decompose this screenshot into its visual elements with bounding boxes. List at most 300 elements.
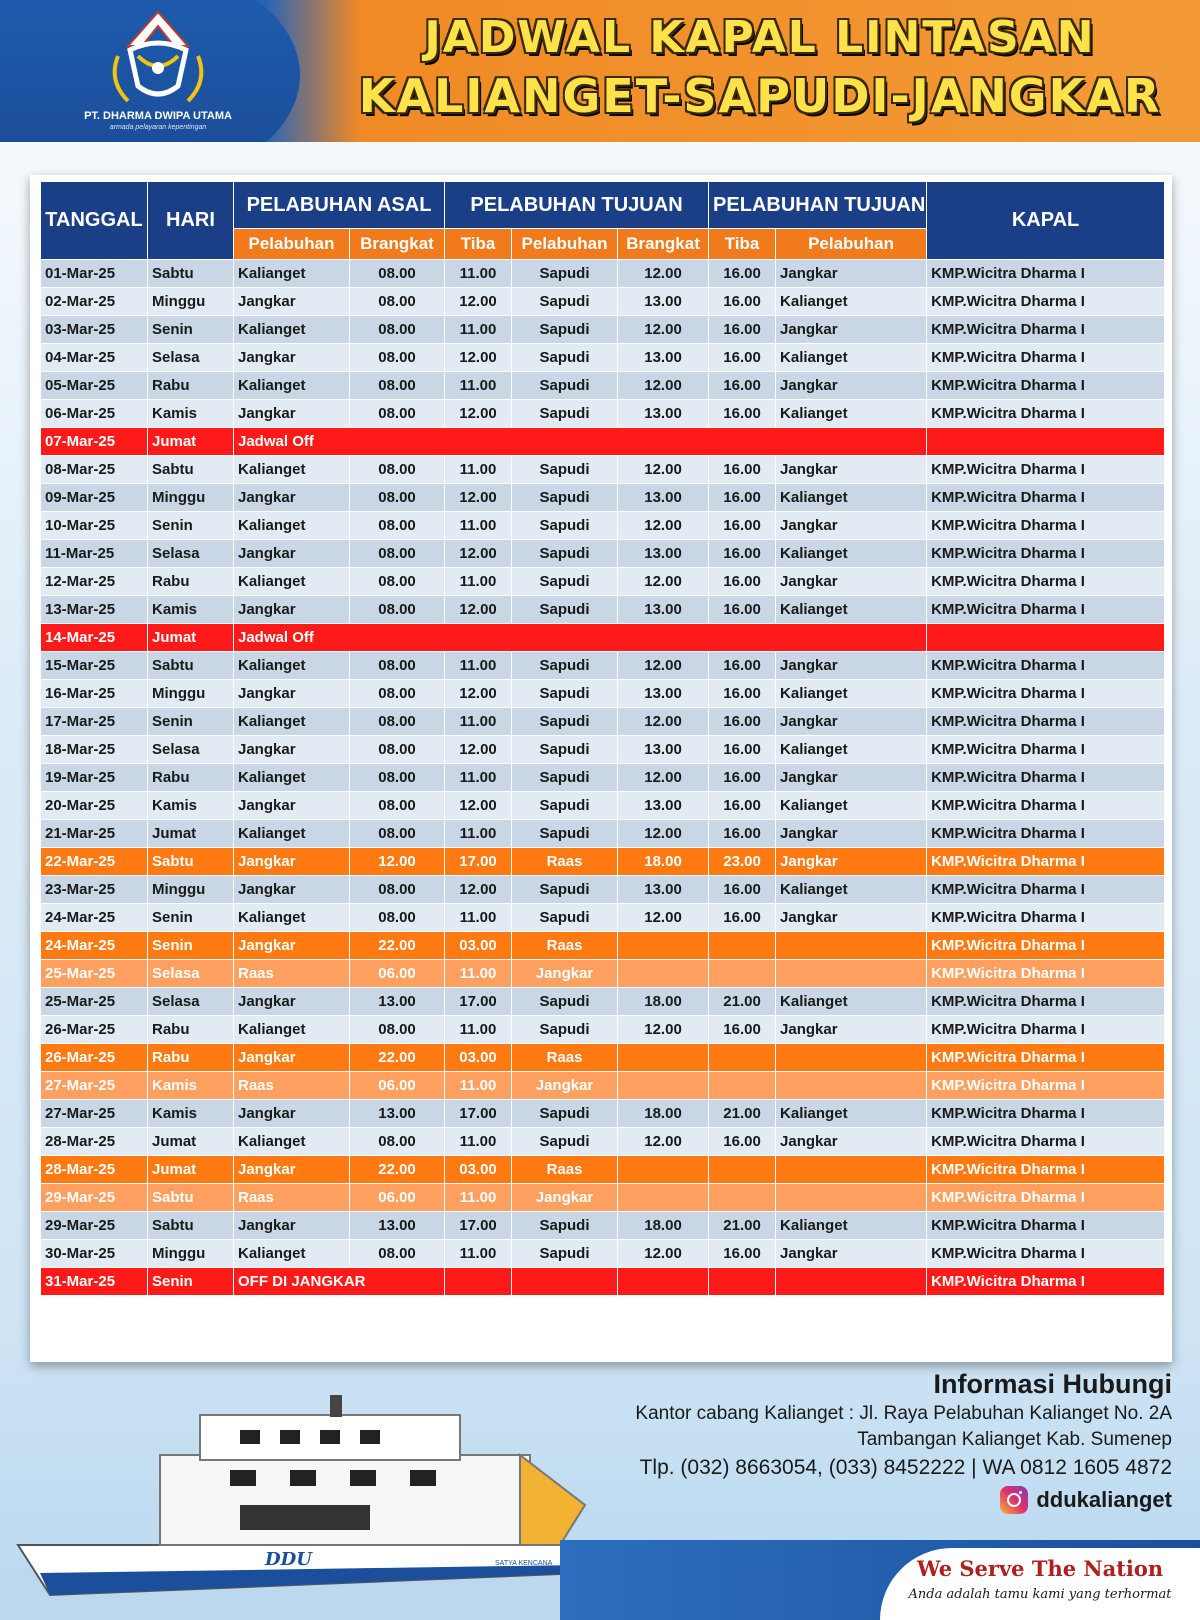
- cell-pelabuhan-asal: Jangkar: [234, 596, 350, 624]
- cell-brangkat-2: 13.00: [618, 288, 709, 316]
- cell-brangkat-2: 13.00: [618, 596, 709, 624]
- cell-pelabuhan-asal: Kalianget: [234, 1016, 350, 1044]
- cell-kapal: KMP.Wicitra Dharma I: [927, 540, 1165, 568]
- cell-pelabuhan-asal: Jangkar: [234, 988, 350, 1016]
- header-pelabuhan-asal: PELABUHAN ASAL: [234, 182, 445, 229]
- cell-brangkat-2: [618, 1156, 709, 1184]
- cell-tiba-2: 16.00: [709, 792, 776, 820]
- cell-pelabuhan-asal: Jangkar: [234, 932, 350, 960]
- cell-pelabuhan-tujuan-1: Sapudi: [512, 876, 618, 904]
- cell-brangkat-2: [618, 1044, 709, 1072]
- cell-hari: Senin: [148, 512, 234, 540]
- cell-brangkat-2: 12.00: [618, 512, 709, 540]
- cell-tiba-2: 21.00: [709, 988, 776, 1016]
- cell-tanggal: 11-Mar-25: [41, 540, 148, 568]
- cell-brangkat-asal: 08.00: [350, 876, 445, 904]
- cell-pelabuhan-tujuan-1: Sapudi: [512, 708, 618, 736]
- cell-kapal: [927, 428, 1165, 456]
- cell-pelabuhan-asal: Kalianget: [234, 512, 350, 540]
- header-banner: [0, 0, 1200, 142]
- cell-hari: Jumat: [148, 428, 234, 456]
- instagram-icon: [1000, 1486, 1028, 1514]
- cell-tiba-1: 12.00: [445, 736, 512, 764]
- cell-pelabuhan-asal: Jangkar: [234, 1044, 350, 1072]
- cell-brangkat-asal: 08.00: [350, 1128, 445, 1156]
- cell-pelabuhan-tujuan-1: Sapudi: [512, 372, 618, 400]
- cell-pelabuhan-asal: Raas: [234, 1184, 350, 1212]
- cell-tiba-2: 16.00: [709, 820, 776, 848]
- cell-tanggal: 31-Mar-25: [41, 1268, 148, 1296]
- slogan: We Serve The Nation: [916, 1556, 1164, 1581]
- cell-brangkat-2: [618, 960, 709, 988]
- cell-pelabuhan-asal: Kalianget: [234, 456, 350, 484]
- cell-tiba-2: 16.00: [709, 288, 776, 316]
- cell-tanggal: 17-Mar-25: [41, 708, 148, 736]
- cell-pelabuhan-tujuan-1: Sapudi: [512, 316, 618, 344]
- contact-info: [635, 1367, 1172, 1517]
- cell-pelabuhan-asal: Jangkar: [234, 344, 350, 372]
- cell-brangkat-asal: 08.00: [350, 680, 445, 708]
- cell-note: Jadwal Off: [234, 428, 927, 456]
- table-row: [41, 400, 1165, 428]
- schedule-rows: [41, 260, 1165, 1296]
- cell-brangkat-asal: 06.00: [350, 1072, 445, 1100]
- table-row: [41, 1268, 1165, 1296]
- cell-tiba-2: 16.00: [709, 1016, 776, 1044]
- cell-tiba-2: 21.00: [709, 1100, 776, 1128]
- cell-hari: Selasa: [148, 736, 234, 764]
- contact-phone: Tlp. (032) 8663054, (033) 8452222 | WA 0812 1605 4872: [639, 1456, 1172, 1479]
- cell-hari: Minggu: [148, 288, 234, 316]
- cell-kapal: KMP.Wicitra Dharma I: [927, 848, 1165, 876]
- cell-tiba-1: 11.00: [445, 568, 512, 596]
- cell-tiba-1: 11.00: [445, 1184, 512, 1212]
- cell-brangkat-2: 12.00: [618, 1240, 709, 1268]
- cell-tanggal: 24-Mar-25: [41, 904, 148, 932]
- cell-kapal: KMP.Wicitra Dharma I: [927, 400, 1165, 428]
- cell-tiba-1: 03.00: [445, 1044, 512, 1072]
- cell-tiba-1: 12.00: [445, 680, 512, 708]
- cell-tanggal: 01-Mar-25: [41, 260, 148, 288]
- subslogan: Anda adalah tamu kami yang terhormat: [908, 1587, 1172, 1602]
- cell-pelabuhan-tujuan-1: Jangkar: [512, 1072, 618, 1100]
- table-row: [41, 848, 1165, 876]
- company-tagline: armada pelayaran kepentingan: [109, 124, 207, 131]
- logo-emblem-icon: [78, 6, 238, 110]
- cell-hari: Sabtu: [148, 652, 234, 680]
- cell-tiba-2: [709, 960, 776, 988]
- cell-brangkat-2: 12.00: [618, 652, 709, 680]
- table-row: [41, 484, 1165, 512]
- cell-kapal: KMP.Wicitra Dharma I: [927, 1100, 1165, 1128]
- cell-tiba-2: 16.00: [709, 1240, 776, 1268]
- cell-tiba-1: 17.00: [445, 1212, 512, 1240]
- cell-tanggal: 24-Mar-25: [41, 932, 148, 960]
- cell-note: Jadwal Off: [234, 624, 927, 652]
- cell-pelabuhan-tujuan-2: Kalianget: [776, 1100, 927, 1128]
- table-row: [41, 932, 1165, 960]
- cell-brangkat-2: 13.00: [618, 736, 709, 764]
- cell-tiba-2: 16.00: [709, 708, 776, 736]
- cell-pelabuhan-tujuan-1: Sapudi: [512, 484, 618, 512]
- ship-name: SATYA KENCANA: [495, 1560, 553, 1567]
- cell-tiba-1: 12.00: [445, 288, 512, 316]
- cell-tiba-2: 16.00: [709, 316, 776, 344]
- cell-tiba-2: [709, 1072, 776, 1100]
- cell-pelabuhan-tujuan-1: Sapudi: [512, 736, 618, 764]
- cell-brangkat-2: 12.00: [618, 372, 709, 400]
- title-line-2: KALIANGET-SAPUDI-JANGKAR: [358, 69, 1162, 123]
- cell-hari: Sabtu: [148, 456, 234, 484]
- cell-tiba-2: 16.00: [709, 596, 776, 624]
- cell-kapal: KMP.Wicitra Dharma I: [927, 680, 1165, 708]
- table-row: [41, 568, 1165, 596]
- cell-pelabuhan-tujuan-2: Kalianget: [776, 736, 927, 764]
- cell-kapal: [927, 624, 1165, 652]
- cell-hari: Rabu: [148, 764, 234, 792]
- table-row: [41, 764, 1165, 792]
- cell-hari: Selasa: [148, 960, 234, 988]
- cell-kapal: KMP.Wicitra Dharma I: [927, 960, 1165, 988]
- cell-tanggal: 22-Mar-25: [41, 848, 148, 876]
- cell-empty: [709, 1268, 776, 1296]
- cell-tiba-1: 11.00: [445, 1128, 512, 1156]
- cell-kapal: KMP.Wicitra Dharma I: [927, 512, 1165, 540]
- cell-kapal: KMP.Wicitra Dharma I: [927, 904, 1165, 932]
- cell-pelabuhan-tujuan-1: Sapudi: [512, 1128, 618, 1156]
- cell-pelabuhan-tujuan-1: Sapudi: [512, 652, 618, 680]
- table-row: [41, 540, 1165, 568]
- cell-tiba-2: 16.00: [709, 876, 776, 904]
- cell-tanggal: 20-Mar-25: [41, 792, 148, 820]
- cell-pelabuhan-tujuan-2: Kalianget: [776, 344, 927, 372]
- cell-pelabuhan-tujuan-2: Jangkar: [776, 764, 927, 792]
- cell-tanggal: 08-Mar-25: [41, 456, 148, 484]
- cell-pelabuhan-tujuan-2: Kalianget: [776, 596, 927, 624]
- cell-tiba-1: 11.00: [445, 456, 512, 484]
- page-title: [340, 10, 1180, 126]
- table-row: [41, 624, 1165, 652]
- cell-pelabuhan-tujuan-1: Sapudi: [512, 764, 618, 792]
- cell-hari: Rabu: [148, 372, 234, 400]
- cell-brangkat-asal: 13.00: [350, 988, 445, 1016]
- cell-hari: Rabu: [148, 1044, 234, 1072]
- cell-pelabuhan-tujuan-2: [776, 960, 927, 988]
- cell-hari: Selasa: [148, 540, 234, 568]
- cell-tanggal: 28-Mar-25: [41, 1128, 148, 1156]
- cell-brangkat-asal: 08.00: [350, 344, 445, 372]
- cell-pelabuhan-asal: Jangkar: [234, 1156, 350, 1184]
- cell-hari: Kamis: [148, 400, 234, 428]
- header-pelabuhan-tujuan-2: PELABUHAN TUJUAN: [709, 182, 927, 229]
- table-row: [41, 708, 1165, 736]
- cell-tiba-1: 11.00: [445, 316, 512, 344]
- cell-hari: Sabtu: [148, 1212, 234, 1240]
- table-row: [41, 1240, 1165, 1268]
- cell-pelabuhan-asal: Kalianget: [234, 764, 350, 792]
- cell-kapal: KMP.Wicitra Dharma I: [927, 484, 1165, 512]
- cell-hari: Rabu: [148, 1016, 234, 1044]
- table-row: [41, 1100, 1165, 1128]
- cell-tiba-2: 16.00: [709, 680, 776, 708]
- cell-pelabuhan-tujuan-2: Jangkar: [776, 848, 927, 876]
- cell-pelabuhan-tujuan-2: Jangkar: [776, 512, 927, 540]
- cell-kapal: KMP.Wicitra Dharma I: [927, 1156, 1165, 1184]
- cell-pelabuhan-asal: Jangkar: [234, 400, 350, 428]
- cell-pelabuhan-tujuan-2: [776, 1156, 927, 1184]
- cell-tiba-1: 17.00: [445, 1100, 512, 1128]
- cell-pelabuhan-tujuan-1: Sapudi: [512, 904, 618, 932]
- cell-pelabuhan-tujuan-1: Sapudi: [512, 988, 618, 1016]
- cell-brangkat-2: 12.00: [618, 456, 709, 484]
- cell-pelabuhan-tujuan-2: [776, 1184, 927, 1212]
- cell-pelabuhan-asal: Kalianget: [234, 904, 350, 932]
- cell-hari: Jumat: [148, 1156, 234, 1184]
- cell-brangkat-asal: 08.00: [350, 792, 445, 820]
- cell-tanggal: 25-Mar-25: [41, 988, 148, 1016]
- cell-empty: [512, 1268, 618, 1296]
- instagram-handle-row: [635, 1483, 1172, 1517]
- cell-kapal: KMP.Wicitra Dharma I: [927, 316, 1165, 344]
- cell-hari: Kamis: [148, 792, 234, 820]
- table-row: [41, 1184, 1165, 1212]
- cell-tiba-1: 12.00: [445, 484, 512, 512]
- cell-pelabuhan-asal: Jangkar: [234, 288, 350, 316]
- cell-tiba-2: 21.00: [709, 1212, 776, 1240]
- cell-pelabuhan-tujuan-1: Sapudi: [512, 1212, 618, 1240]
- cell-brangkat-2: 13.00: [618, 540, 709, 568]
- table-row: [41, 288, 1165, 316]
- cell-tiba-1: 11.00: [445, 1072, 512, 1100]
- cell-pelabuhan-asal: Jangkar: [234, 484, 350, 512]
- cell-hari: Kamis: [148, 1100, 234, 1128]
- cell-tiba-2: 16.00: [709, 1128, 776, 1156]
- cell-brangkat-2: 18.00: [618, 1100, 709, 1128]
- cell-brangkat-asal: 08.00: [350, 904, 445, 932]
- cell-tiba-2: 16.00: [709, 400, 776, 428]
- cell-kapal: KMP.Wicitra Dharma I: [927, 372, 1165, 400]
- cell-tiba-1: 11.00: [445, 904, 512, 932]
- cell-pelabuhan-asal: Kalianget: [234, 1240, 350, 1268]
- cell-hari: Jumat: [148, 624, 234, 652]
- cell-tiba-2: 23.00: [709, 848, 776, 876]
- cell-tanggal: 06-Mar-25: [41, 400, 148, 428]
- cell-tiba-2: 16.00: [709, 344, 776, 372]
- cell-kapal: KMP.Wicitra Dharma I: [927, 1240, 1165, 1268]
- table-row: [41, 1072, 1165, 1100]
- cell-brangkat-2: 13.00: [618, 680, 709, 708]
- slogan-box: [880, 1548, 1200, 1620]
- cell-pelabuhan-tujuan-1: Sapudi: [512, 344, 618, 372]
- cell-brangkat-2: 12.00: [618, 708, 709, 736]
- company-name: PT. DHARMA DWIPA UTAMA: [84, 110, 232, 122]
- header-hari: HARI: [148, 182, 234, 260]
- cell-brangkat-2: [618, 932, 709, 960]
- cell-pelabuhan-tujuan-2: Jangkar: [776, 708, 927, 736]
- cell-pelabuhan-tujuan-2: Jangkar: [776, 568, 927, 596]
- cell-brangkat-2: 12.00: [618, 316, 709, 344]
- cell-brangkat-asal: 08.00: [350, 764, 445, 792]
- cell-kapal: KMP.Wicitra Dharma I: [927, 288, 1165, 316]
- table-row: [41, 652, 1165, 680]
- cell-kapal: KMP.Wicitra Dharma I: [927, 876, 1165, 904]
- cell-brangkat-asal: 08.00: [350, 708, 445, 736]
- cell-tiba-1: 17.00: [445, 988, 512, 1016]
- cell-hari: Selasa: [148, 344, 234, 372]
- cell-pelabuhan-asal: Kalianget: [234, 260, 350, 288]
- subheader-tiba: Tiba: [709, 229, 776, 260]
- cell-pelabuhan-tujuan-2: Jangkar: [776, 904, 927, 932]
- cell-pelabuhan-tujuan-2: Jangkar: [776, 456, 927, 484]
- cell-pelabuhan-tujuan-2: [776, 1072, 927, 1100]
- cell-kapal: KMP.Wicitra Dharma I: [927, 1128, 1165, 1156]
- cell-tiba-1: 12.00: [445, 400, 512, 428]
- cell-brangkat-asal: 22.00: [350, 932, 445, 960]
- header-kapal: KAPAL: [927, 182, 1165, 260]
- cell-tiba-2: 16.00: [709, 652, 776, 680]
- cell-pelabuhan-tujuan-2: Jangkar: [776, 260, 927, 288]
- cell-pelabuhan-tujuan-1: Sapudi: [512, 820, 618, 848]
- schedule-table: [40, 181, 1165, 1296]
- cell-pelabuhan-asal: Jangkar: [234, 736, 350, 764]
- table-row: [41, 1016, 1165, 1044]
- cell-pelabuhan-asal: Jangkar: [234, 792, 350, 820]
- cell-tiba-1: 12.00: [445, 540, 512, 568]
- cell-pelabuhan-asal: Kalianget: [234, 372, 350, 400]
- cell-tiba-2: 16.00: [709, 512, 776, 540]
- cell-pelabuhan-asal: Jangkar: [234, 876, 350, 904]
- cell-tanggal: 19-Mar-25: [41, 764, 148, 792]
- cell-brangkat-2: 12.00: [618, 904, 709, 932]
- cell-tiba-1: 17.00: [445, 848, 512, 876]
- cell-tanggal: 03-Mar-25: [41, 316, 148, 344]
- cell-tiba-2: [709, 1044, 776, 1072]
- cell-tiba-1: 11.00: [445, 708, 512, 736]
- cell-note: OFF DI JANGKAR: [234, 1268, 445, 1296]
- cell-tanggal: 29-Mar-25: [41, 1212, 148, 1240]
- cell-kapal: KMP.Wicitra Dharma I: [927, 764, 1165, 792]
- cell-pelabuhan-tujuan-2: Kalianget: [776, 540, 927, 568]
- cell-tanggal: 30-Mar-25: [41, 1240, 148, 1268]
- cell-hari: Kamis: [148, 1072, 234, 1100]
- cell-tiba-1: 11.00: [445, 960, 512, 988]
- cell-brangkat-asal: 12.00: [350, 848, 445, 876]
- cell-hari: Sabtu: [148, 848, 234, 876]
- cell-pelabuhan-tujuan-1: Raas: [512, 1156, 618, 1184]
- cell-brangkat-asal: 08.00: [350, 260, 445, 288]
- cell-brangkat-asal: 08.00: [350, 736, 445, 764]
- cell-brangkat-asal: 08.00: [350, 1240, 445, 1268]
- ferry-ship-illustration: [0, 1395, 600, 1620]
- table-row: [41, 512, 1165, 540]
- cell-pelabuhan-tujuan-2: Jangkar: [776, 1128, 927, 1156]
- cell-pelabuhan-tujuan-2: Jangkar: [776, 1240, 927, 1268]
- table-row: [41, 960, 1165, 988]
- cell-kapal: KMP.Wicitra Dharma I: [927, 708, 1165, 736]
- cell-tanggal: 26-Mar-25: [41, 1044, 148, 1072]
- cell-kapal: KMP.Wicitra Dharma I: [927, 1212, 1165, 1240]
- cell-tanggal: 21-Mar-25: [41, 820, 148, 848]
- cell-pelabuhan-tujuan-1: Sapudi: [512, 680, 618, 708]
- cell-tiba-1: 11.00: [445, 652, 512, 680]
- table-row: [41, 820, 1165, 848]
- cell-brangkat-2: 13.00: [618, 400, 709, 428]
- cell-pelabuhan-asal: Jangkar: [234, 1212, 350, 1240]
- table-row: [41, 904, 1165, 932]
- cell-hari: Jumat: [148, 1128, 234, 1156]
- cell-brangkat-2: 12.00: [618, 764, 709, 792]
- cell-pelabuhan-tujuan-1: Sapudi: [512, 456, 618, 484]
- cell-brangkat-asal: 22.00: [350, 1044, 445, 1072]
- cell-tanggal: 09-Mar-25: [41, 484, 148, 512]
- cell-tiba-2: 16.00: [709, 904, 776, 932]
- cell-brangkat-asal: 13.00: [350, 1100, 445, 1128]
- cell-tanggal: 07-Mar-25: [41, 428, 148, 456]
- table-row: [41, 316, 1165, 344]
- cell-tiba-1: 12.00: [445, 792, 512, 820]
- cell-brangkat-2: 13.00: [618, 344, 709, 372]
- cell-pelabuhan-asal: Kalianget: [234, 820, 350, 848]
- table-row: [41, 1128, 1165, 1156]
- cell-kapal: KMP.Wicitra Dharma I: [927, 1184, 1165, 1212]
- cell-brangkat-asal: 08.00: [350, 456, 445, 484]
- cell-pelabuhan-tujuan-1: Raas: [512, 1044, 618, 1072]
- cell-kapal: KMP.Wicitra Dharma I: [927, 260, 1165, 288]
- cell-brangkat-asal: 13.00: [350, 1212, 445, 1240]
- cell-pelabuhan-tujuan-2: Kalianget: [776, 288, 927, 316]
- table-row: [41, 680, 1165, 708]
- cell-pelabuhan-tujuan-2: Kalianget: [776, 680, 927, 708]
- cell-tanggal: 18-Mar-25: [41, 736, 148, 764]
- table-row: [41, 1044, 1165, 1072]
- cell-brangkat-2: 12.00: [618, 1016, 709, 1044]
- cell-hari: Sabtu: [148, 1184, 234, 1212]
- cell-tiba-1: 11.00: [445, 512, 512, 540]
- cell-pelabuhan-asal: Kalianget: [234, 316, 350, 344]
- cell-brangkat-2: 18.00: [618, 848, 709, 876]
- cell-brangkat-asal: 08.00: [350, 316, 445, 344]
- cell-hari: Minggu: [148, 876, 234, 904]
- cell-tanggal: 02-Mar-25: [41, 288, 148, 316]
- cell-brangkat-2: 13.00: [618, 484, 709, 512]
- cell-pelabuhan-tujuan-2: Jangkar: [776, 1016, 927, 1044]
- cell-pelabuhan-tujuan-1: Jangkar: [512, 960, 618, 988]
- cell-pelabuhan-asal: Jangkar: [234, 1100, 350, 1128]
- cell-pelabuhan-tujuan-1: Sapudi: [512, 540, 618, 568]
- cell-pelabuhan-tujuan-2: Kalianget: [776, 1212, 927, 1240]
- cell-tanggal: 05-Mar-25: [41, 372, 148, 400]
- cell-pelabuhan-tujuan-1: Sapudi: [512, 1016, 618, 1044]
- cell-kapal: KMP.Wicitra Dharma I: [927, 596, 1165, 624]
- cell-pelabuhan-tujuan-2: Jangkar: [776, 372, 927, 400]
- cell-hari: Rabu: [148, 568, 234, 596]
- table-row: [41, 456, 1165, 484]
- table-row: [41, 876, 1165, 904]
- cell-hari: Senin: [148, 932, 234, 960]
- cell-tiba-2: 16.00: [709, 372, 776, 400]
- cell-brangkat-asal: 08.00: [350, 1016, 445, 1044]
- cell-tanggal: 26-Mar-25: [41, 1016, 148, 1044]
- cell-hari: Jumat: [148, 820, 234, 848]
- cell-brangkat-2: [618, 1184, 709, 1212]
- table-row: [41, 260, 1165, 288]
- cell-tanggal: 16-Mar-25: [41, 680, 148, 708]
- cell-brangkat-2: 12.00: [618, 820, 709, 848]
- cell-tanggal: 28-Mar-25: [41, 1156, 148, 1184]
- cell-tanggal: 12-Mar-25: [41, 568, 148, 596]
- cell-pelabuhan-asal: Kalianget: [234, 652, 350, 680]
- cell-tiba-1: 12.00: [445, 344, 512, 372]
